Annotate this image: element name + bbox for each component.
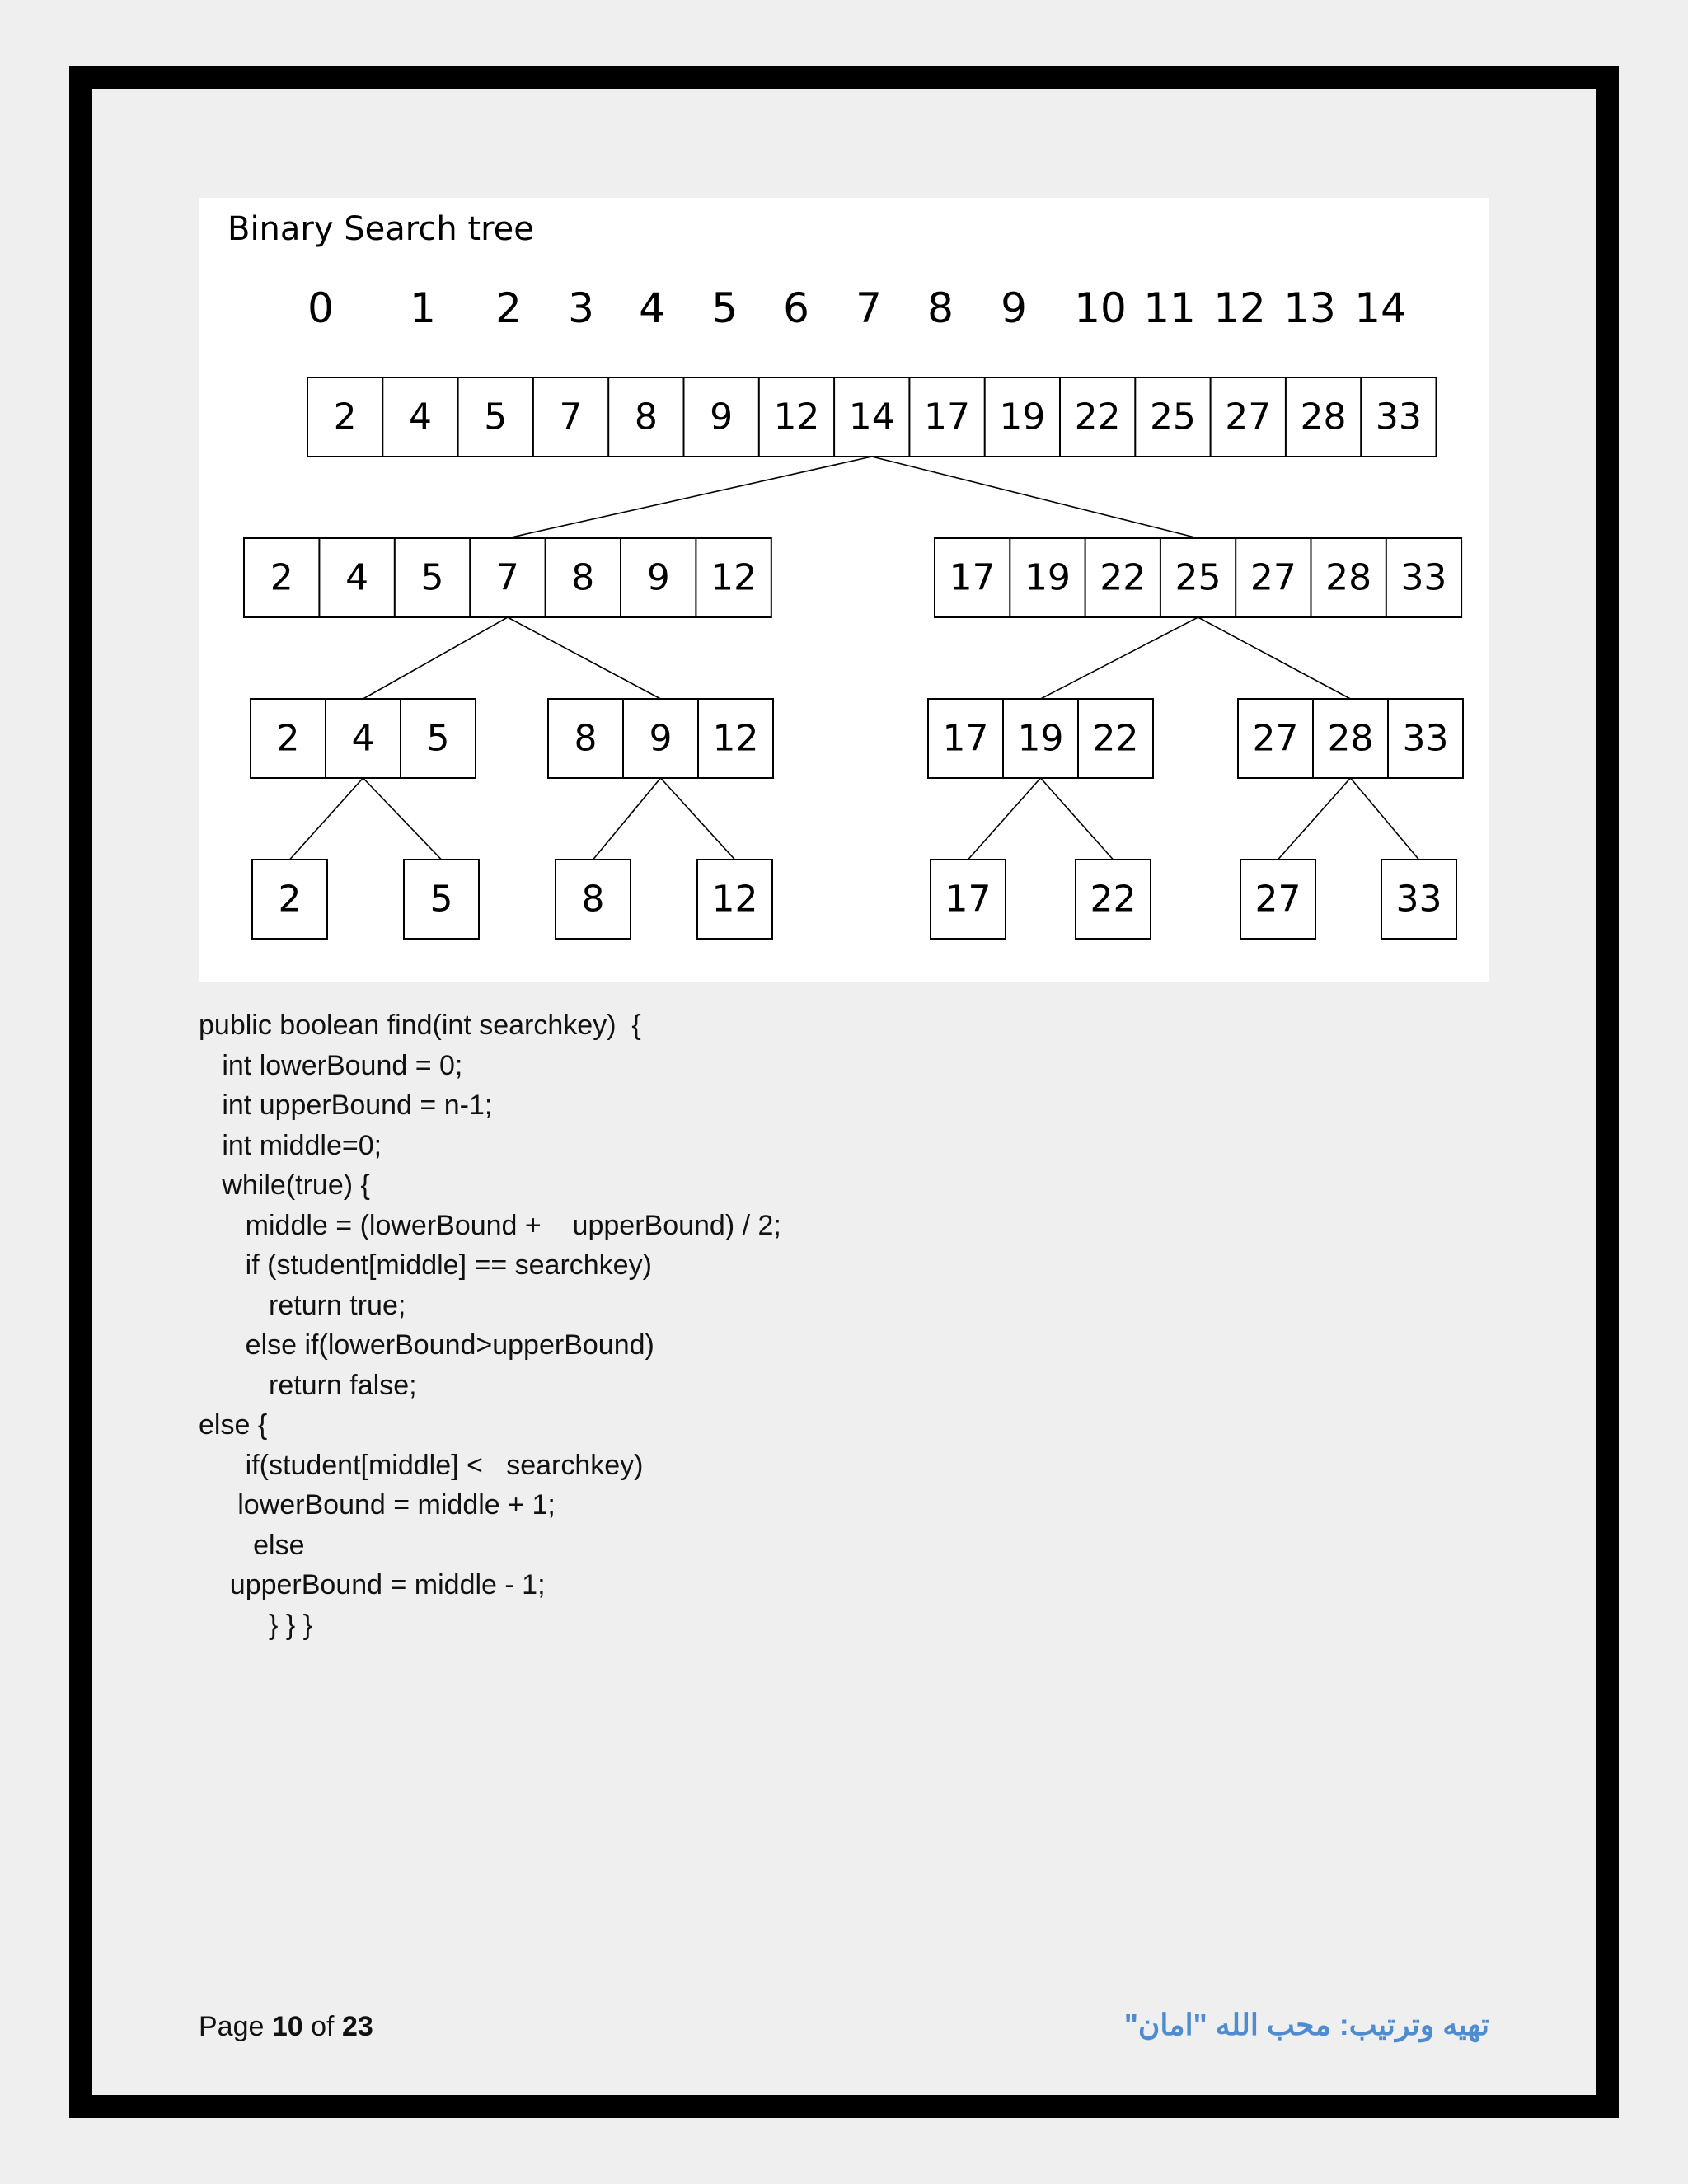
node-value: 9 [649,717,673,760]
node-value: 22 [1100,556,1146,599]
index-label: 0 [307,284,334,332]
tree-edge [661,778,735,860]
node-value: 5 [426,717,450,760]
index-label: 13 [1283,284,1336,332]
node-value: 9 [646,556,670,599]
tree-edge [508,617,661,699]
index-label: 14 [1354,284,1407,332]
node-value: 8 [574,717,598,760]
node-value: 2 [270,556,293,599]
node-value: 19 [1024,556,1071,599]
tree-edge [1041,617,1198,699]
code-line: int middle=0; [199,1129,382,1161]
node-value: 4 [345,556,369,599]
node-value: 5 [429,878,453,921]
node-value: 28 [1300,396,1347,438]
node-value: 12 [773,396,820,438]
tree-edge [290,778,363,860]
code-line: if(student[middle] < searchkey) [199,1449,644,1481]
index-label: 7 [856,284,882,332]
code-line: int lowerBound = 0; [199,1049,463,1081]
node-value: 2 [278,878,302,921]
tree-edge [1351,778,1419,860]
tree-edge [968,778,1041,860]
node-value: 17 [949,556,996,599]
code-line: return true; [199,1289,406,1321]
tree-edge [508,457,872,538]
code-line: } } } [199,1609,312,1641]
index-label: 10 [1074,284,1127,332]
index-label: 2 [495,284,522,332]
tree-edge [1041,778,1114,860]
node-value: 4 [408,396,432,438]
node-value: 17 [945,878,992,921]
tree-edge [363,778,442,860]
code-line: while(true) { [199,1169,370,1201]
index-label: 8 [927,284,954,332]
node-value: 17 [942,717,989,760]
index-label: 11 [1143,284,1196,332]
node-value: 33 [1395,878,1442,921]
page-number: Page 10 of 23 [199,2011,373,2042]
code-line: return false; [199,1369,417,1401]
node-value: 12 [712,717,759,760]
node-value: 22 [1074,396,1121,438]
tree-edge [872,457,1198,538]
code-line: lowerBound = middle + 1; [199,1489,556,1521]
tree-diagram [199,198,1489,982]
code-line: public boolean find(int searchkey) { [199,1010,641,1041]
node-value: 2 [276,717,300,760]
code-line: else if(lowerBound>upperBound) [199,1329,654,1361]
node-value: 25 [1175,556,1221,599]
node-value: 27 [1254,878,1301,921]
node-value: 8 [634,396,658,438]
node-value: 8 [571,556,595,599]
node-value: 28 [1327,717,1374,760]
node-value: 7 [559,396,583,438]
tree-edge [1198,617,1351,699]
node-value: 17 [924,396,971,438]
node-value: 27 [1225,396,1272,438]
code-block [199,1005,781,1645]
node-value: 9 [710,396,734,438]
node-value: 4 [351,717,375,760]
node-value: 33 [1375,396,1422,438]
index-label: 9 [1001,284,1027,332]
node-value: 27 [1250,556,1296,599]
code-line: else { [199,1409,268,1441]
index-label: 5 [711,284,738,332]
index-label: 4 [639,284,665,332]
node-value: 12 [711,878,758,921]
node-value: 22 [1090,878,1137,921]
code-line: middle = (lowerBound + upperBound) / 2; [199,1209,781,1241]
binary-search-tree-figure [199,198,1489,982]
code-line: int upperBound = n-1; [199,1090,493,1121]
index-label: 12 [1213,284,1266,332]
node-value: 2 [333,396,357,438]
node-value: 7 [495,556,519,599]
node-value: 8 [581,878,605,921]
node-value: 33 [1400,556,1447,599]
node-value: 22 [1092,717,1139,760]
index-label: 6 [783,284,809,332]
node-value: 14 [848,396,895,438]
code-line: upperBound = middle - 1; [199,1569,546,1601]
node-value: 5 [484,396,508,438]
figure-title: Binary Search tree [227,210,534,248]
node-value: 5 [420,556,444,599]
code-line: else [199,1529,305,1561]
node-value: 33 [1402,717,1449,760]
index-label: 3 [568,284,594,332]
node-value: 28 [1325,556,1372,599]
node-value: 12 [710,556,757,599]
node-value: 19 [1017,717,1064,760]
tree-edge [593,778,661,860]
index-label: 1 [410,284,436,332]
code-line: if (student[middle] == searchkey) [199,1249,652,1281]
author-credit: تهيه وترتيب: محب الله "امان" [1123,2008,1489,2041]
node-value: 19 [999,396,1046,438]
tree-edge [363,617,508,699]
node-value: 25 [1149,396,1196,438]
node-value: 27 [1252,717,1299,760]
tree-edge [1278,778,1351,860]
